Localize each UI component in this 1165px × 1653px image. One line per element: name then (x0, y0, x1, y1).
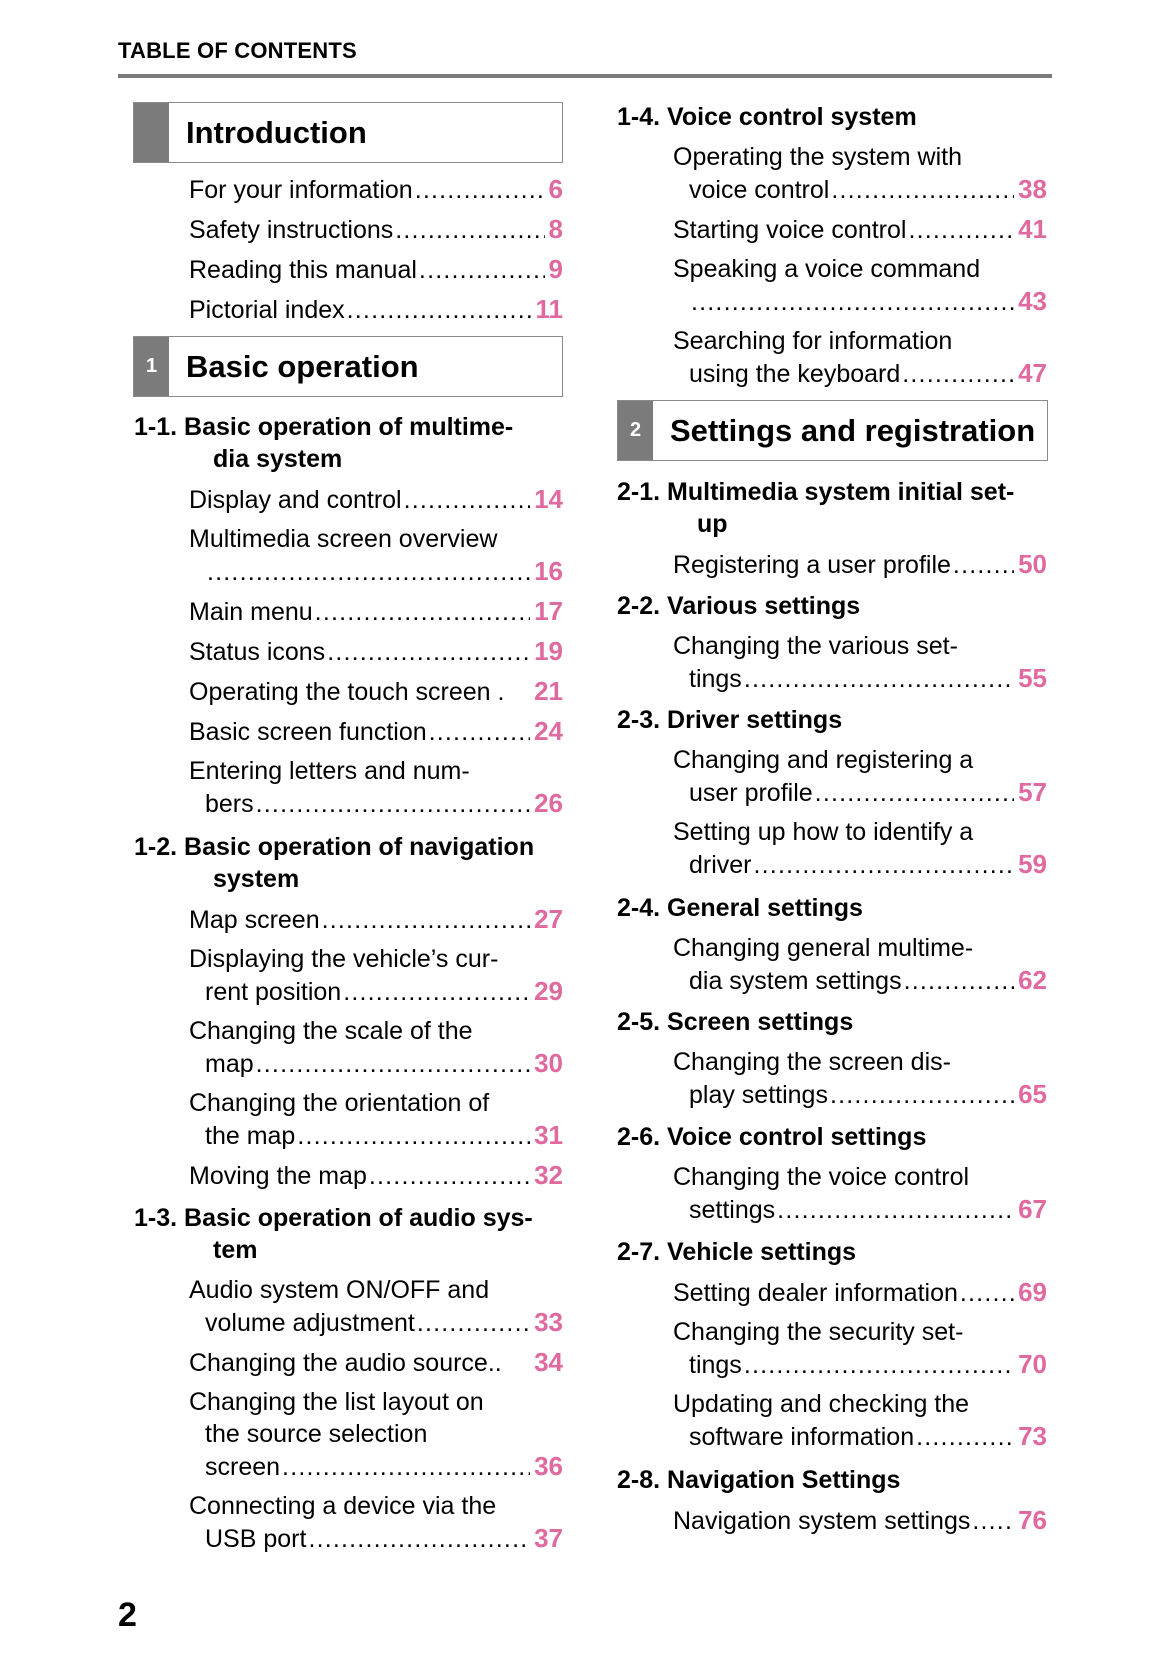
chapter-title: Settings and registration (670, 412, 1036, 448)
toc-entry[interactable]: volume adjustment ..... 33 (205, 1307, 563, 1338)
leader-dots (417, 1308, 530, 1338)
toc-entry-text[interactable]: Updating and checking the (673, 1390, 970, 1418)
header-rule (118, 74, 1052, 78)
leader-dots (415, 175, 545, 205)
toc-entry[interactable]: voice control ..... 38 (689, 174, 1047, 205)
page-number: 2 (118, 1596, 137, 1634)
leader-dots (830, 1080, 1014, 1110)
toc-entry[interactable]: Pictorial index ..... 11 (189, 294, 563, 325)
section-heading[interactable]: 2-7. Vehicle settings (617, 1238, 857, 1266)
leader-dots (744, 664, 1014, 694)
chapter-number-tab: 1 (134, 337, 169, 396)
page-link[interactable]: 8 (548, 214, 563, 244)
chapter-box-basic-operation[interactable] (133, 336, 563, 397)
chapter-box-introduction[interactable] (133, 102, 563, 163)
toc-entry[interactable]: using the keyboard ..... 47 (689, 358, 1047, 389)
page-link[interactable]: 43 (1018, 286, 1047, 316)
toc-entry[interactable]: screen ..... 36 (205, 1451, 563, 1482)
toc-entry[interactable]: Navigation system settings ..... 76 (673, 1505, 1047, 1536)
leader-dots (429, 717, 530, 747)
toc-entry[interactable]: dia system settings ..... 62 (689, 965, 1047, 996)
chapter-title: Introduction (186, 114, 367, 150)
toc-entry-text[interactable]: Changing the various set- (673, 632, 958, 660)
page-link[interactable]: 11 (535, 294, 563, 324)
page-link[interactable]: 19 (534, 636, 563, 666)
toc-entry[interactable]: software information ..... 73 (689, 1421, 1047, 1452)
leader-dots (953, 550, 1014, 580)
leader-dots (754, 850, 1015, 880)
toc-entry-text[interactable]: Changing general multime- (673, 934, 974, 962)
toc-entry[interactable]: tings ..... 55 (689, 663, 1047, 694)
section-heading[interactable]: 2-4. General settings (617, 894, 863, 922)
page-link[interactable]: 29 (534, 976, 563, 1006)
toc-entry[interactable]: Registering a user profile ..... 50 (673, 549, 1047, 580)
page-link[interactable]: 59 (1018, 849, 1047, 879)
toc-entry-text[interactable]: Changing the list layout on (189, 1388, 484, 1416)
page-link[interactable]: 41 (1018, 214, 1047, 244)
toc-entry[interactable]: Setting dealer information ..... 69 (673, 1277, 1047, 1308)
toc-entry[interactable]: tings ..... 70 (689, 1349, 1047, 1380)
page-link[interactable]: 67 (1018, 1194, 1047, 1224)
toc-entry[interactable]: Operating the touch screen . 21 (189, 676, 563, 706)
toc-entry[interactable]: Basic screen function ..... 24 (189, 716, 563, 747)
page-link[interactable]: 65 (1018, 1079, 1047, 1109)
page-link[interactable]: 33 (534, 1307, 563, 1337)
leader-dots (815, 778, 1014, 808)
page-link[interactable]: 17 (534, 596, 563, 626)
page-link[interactable]: 55 (1018, 663, 1047, 693)
section-heading[interactable]: 1-1. Basic operation of multime- (134, 413, 514, 441)
toc-entry[interactable]: Safety instructions ..... 8 (189, 214, 563, 245)
page-link[interactable]: 69 (1018, 1277, 1047, 1307)
chapter-tab-marker (134, 103, 169, 162)
leader-dots (207, 557, 530, 587)
leader-dots (960, 1278, 1014, 1308)
toc-entry-text[interactable]: Changing and registering a (673, 746, 974, 774)
toc-entry-text[interactable]: Changing the voice control (673, 1163, 970, 1191)
section-heading[interactable]: 2-8. Navigation Settings (617, 1466, 901, 1494)
toc-entry[interactable]: driver ..... 59 (689, 849, 1047, 880)
leader-dots (691, 287, 1014, 317)
leader-dots (777, 1195, 1014, 1225)
leader-dots (916, 1422, 1014, 1452)
section-heading[interactable]: 1-4. Voice control system (617, 103, 917, 131)
page-link[interactable]: 47 (1018, 358, 1047, 388)
page-link[interactable]: 70 (1018, 1349, 1047, 1379)
page-link[interactable]: 62 (1018, 965, 1047, 995)
section-heading[interactable]: 2-2. Various settings (617, 592, 861, 620)
section-heading-cont: dia system (213, 445, 343, 473)
toc-entry-text[interactable]: Operating the system with (673, 143, 963, 171)
toc-entry[interactable]: Changing the audio source.. 34 (189, 1347, 563, 1377)
toc-entry[interactable]: map ..... 30 (205, 1048, 563, 1079)
leader-dots (256, 789, 530, 819)
toc-entry-text[interactable]: Changing the security set- (673, 1318, 964, 1346)
page-link[interactable]: 21 (534, 676, 563, 706)
toc-entry-text[interactable]: Changing the scale of the (189, 1017, 473, 1045)
toc-entry[interactable]: Reading this manual ..... 9 (189, 254, 563, 285)
toc-entry-text[interactable]: Displaying the vehicle’s cur- (189, 945, 499, 973)
leader-dots (308, 1524, 530, 1554)
toc-entry[interactable]: Moving the map ..... 32 (189, 1160, 563, 1191)
toc-entry[interactable]: Main menu ..... 17 (189, 596, 563, 627)
section-heading[interactable]: 2-6. Voice control settings (617, 1123, 927, 1151)
page-link[interactable]: 24 (534, 716, 563, 746)
leader-dots (315, 597, 530, 627)
leader-dots (904, 966, 1014, 996)
section-heading[interactable]: 2-3. Driver settings (617, 706, 843, 734)
page-link[interactable]: 16 (534, 556, 563, 586)
toc-entry-text[interactable]: Changing the screen dis- (673, 1048, 951, 1076)
page-link[interactable]: 50 (1018, 549, 1047, 579)
leader-dots (908, 215, 1014, 245)
leader-dots (343, 977, 530, 1007)
section-heading-cont: system (213, 865, 300, 893)
section-heading[interactable]: 1-2. Basic operation of navigation (134, 833, 535, 861)
toc-entry[interactable] (205, 556, 563, 587)
leader-dots (282, 1452, 530, 1482)
toc-entry[interactable]: Starting voice control ..... 41 (673, 214, 1047, 245)
toc-entry-text[interactable]: Entering letters and num- (189, 757, 470, 785)
toc-entry-text[interactable]: the source selection (205, 1420, 428, 1448)
page-link[interactable]: 9 (548, 254, 563, 284)
leader-dots (327, 637, 530, 667)
page-link[interactable]: 26 (534, 788, 563, 818)
page-link[interactable]: 38 (1018, 174, 1047, 204)
page-link[interactable]: 30 (534, 1048, 563, 1078)
page-link[interactable]: 57 (1018, 777, 1047, 807)
toc-entry-text[interactable]: Changing the orientation of (189, 1089, 490, 1117)
section-heading[interactable]: 2-1. Multimedia system initial set- (617, 478, 1015, 506)
section-heading-cont: up (697, 510, 728, 538)
toc-entry[interactable] (689, 286, 1047, 317)
page-link[interactable]: 27 (534, 904, 563, 934)
page-link[interactable]: 31 (534, 1120, 563, 1150)
leader-dots (404, 485, 530, 515)
toc-entry[interactable]: play settings ..... 65 (689, 1079, 1047, 1110)
leader-dots (395, 215, 544, 245)
chapter-box-settings-and-registration[interactable] (617, 400, 1048, 461)
leader-dots (322, 905, 530, 935)
toc-entry-text[interactable]: Speaking a voice command (673, 255, 981, 283)
page-link[interactable]: 73 (1018, 1421, 1047, 1451)
toc-entry[interactable]: settings ..... 67 (689, 1194, 1047, 1225)
toc-entry[interactable]: Status icons ..... 19 (189, 636, 563, 667)
toc-entry[interactable]: user profile ..... 57 (689, 777, 1047, 808)
page-link[interactable]: 34 (534, 1347, 563, 1377)
toc-entry-text[interactable]: Connecting a device via the (189, 1492, 497, 1520)
page-link[interactable]: 6 (548, 174, 563, 204)
toc-entry-text[interactable]: Audio system ON/OFF and (189, 1276, 490, 1304)
leader-dots (902, 359, 1014, 389)
page-link[interactable]: 36 (534, 1451, 563, 1481)
toc-entry[interactable]: USB port ..... 37 (205, 1523, 563, 1554)
toc-entry[interactable]: Map screen ..... 27 (189, 904, 563, 935)
leader-dots (744, 1350, 1014, 1380)
chapter-title: Basic operation (186, 348, 419, 384)
section-heading[interactable]: 2-5. Screen settings (617, 1008, 854, 1036)
leader-dots (369, 1161, 530, 1191)
page-link[interactable]: 14 (534, 484, 563, 514)
section-heading[interactable]: 1-3. Basic operation of audio sys- (134, 1204, 533, 1232)
toc-entry-text[interactable]: Multimedia screen overview (189, 525, 498, 553)
leader-dots (972, 1506, 1014, 1536)
toc-entry[interactable]: Display and control ..... 14 (189, 484, 563, 515)
toc-entry[interactable]: For your information ..... 6 (189, 174, 563, 205)
leader-dots (347, 295, 532, 325)
toc-entry[interactable]: rent position ..... 29 (205, 976, 563, 1007)
leader-dots (831, 175, 1014, 205)
page-link[interactable]: 76 (1018, 1505, 1047, 1535)
leader-dots (256, 1049, 530, 1079)
page-link[interactable]: 32 (534, 1160, 563, 1190)
page-link[interactable]: 37 (534, 1523, 563, 1553)
section-heading-cont: tem (213, 1236, 258, 1264)
toc-entry[interactable]: bers ..... 26 (205, 788, 563, 819)
leader-dots (419, 255, 545, 285)
toc-entry-text[interactable]: Searching for information (673, 327, 953, 355)
running-header: TABLE OF CONTENTS (118, 38, 357, 63)
toc-entry-text[interactable]: Setting up how to identify a (673, 818, 974, 846)
leader-dots (297, 1121, 530, 1151)
toc-entry[interactable]: the map ..... 31 (205, 1120, 563, 1151)
chapter-number-tab: 2 (618, 401, 653, 460)
